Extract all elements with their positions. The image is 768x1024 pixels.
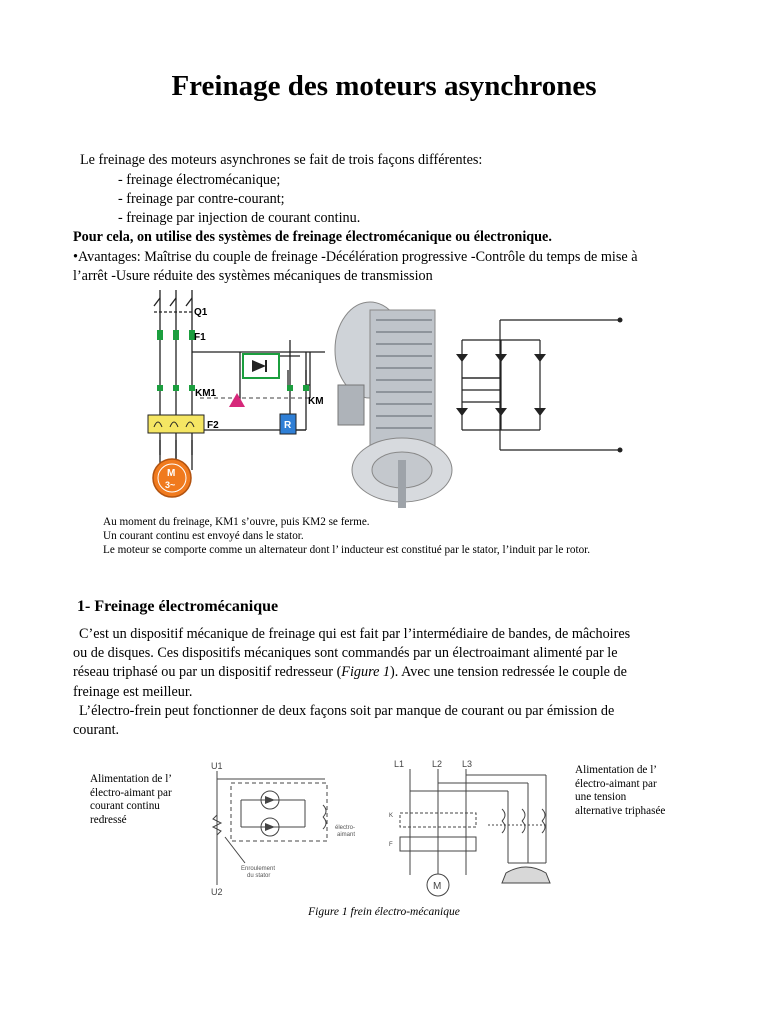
paragraph-text: réseau triphasé ou par un dispositif redresseur ( (73, 664, 342, 681)
right-figure-note (575, 764, 665, 818)
advantages-line-2: l’arrêt -Usure réduite des systèmes mécaniques de transmission (73, 268, 433, 284)
fuse-markers (157, 330, 309, 391)
paragraph-line: courant. (73, 722, 120, 739)
thermal-relay-f2 (148, 415, 204, 433)
figure-caption: Figure 1 frein électro-mécanique (308, 906, 460, 918)
list-item: - freinage par contre-courant; (118, 191, 285, 207)
label-motor-m: M (167, 468, 176, 479)
braking-circuit-figure (140, 290, 660, 512)
paragraph-line: ou de disques. Ces dispositifs mécaniques sont commandés par un électroaimant alimenté par le (73, 645, 618, 662)
note-line: électro-aimant par (575, 777, 657, 790)
label-u2: U2 (211, 887, 223, 897)
label-km1: KM1 (195, 388, 217, 399)
bridge-diodes (456, 318, 623, 453)
figure-note: Au moment du freinage, KM1 s’ouvre, puis KM2 se ferme. (103, 516, 370, 528)
note-line: une tension (575, 791, 627, 804)
list-item: - freinage par injection de courant continu. (118, 210, 361, 226)
note-line: redressé (90, 813, 127, 826)
warning-triangle-icon (229, 393, 245, 407)
paragraph-line: L’électro-frein peut fonctionner de deux façons soit par manque de courant ou par émission de (79, 702, 615, 719)
label-q1: Q1 (194, 307, 208, 318)
left-figure-note (90, 773, 172, 827)
paragraph-line: C’est un dispositif mécanique de freinage qui est fait par l’intermédiaire de bandes, de mâchoires (79, 626, 631, 642)
label-electro-aimant-2: aimant (337, 832, 356, 838)
advantages-line-1: •Avantages: Maîtrise du couple de freinage -Décélération progressive -Contrôle du temps de mise à (73, 249, 638, 265)
label-u1: U1 (211, 761, 223, 771)
figure-note: Le moteur se comporte comme un alternateur dont l’ inducteur est constitué par le stator, l’induit par le rotor. (103, 544, 591, 556)
label-f1: F1 (194, 332, 206, 343)
note-line: courant continu (90, 800, 160, 813)
label-enroulement: Enroulement (241, 866, 276, 872)
dc-brake-schematic (205, 755, 365, 900)
figure-reference: Figure 1 (341, 664, 391, 681)
note-line: électro-aimant par (90, 786, 172, 799)
page-title: Freinage des moteurs asynchrones (171, 70, 597, 102)
bold-statement: Pour cela, on utilise des systèmes de freinage électromécanique ou électronique. (73, 229, 552, 245)
note-line: Alimentation de l’ (575, 764, 658, 776)
label-f2: F2 (207, 420, 219, 431)
intro-lead: Le freinage des moteurs asynchrones se fait de trois façons différentes: (80, 152, 483, 168)
note-line: Alimentation de l’ (90, 773, 173, 785)
label-electro-aimant: électro- (335, 825, 356, 831)
paragraph-text: ). Avec une tension redressée le couple de (390, 664, 627, 681)
rectifier-bridge (462, 320, 620, 450)
label-l2: L2 (432, 759, 443, 769)
label-enroulement-2: du stator (247, 873, 271, 879)
ac-brake-schematic (388, 755, 563, 903)
label-r: R (284, 420, 292, 431)
section-paragraph-1 (73, 625, 693, 740)
label-l1: L1 (394, 759, 405, 769)
figure-note: Un courant continu est envoyé dans le stator. (103, 530, 304, 542)
paragraph-line: freinage est meilleur. (73, 683, 193, 700)
list-item: - freinage électromécanique; (118, 172, 281, 188)
label-k: K (389, 813, 394, 819)
note-line: alternative triphasée (575, 804, 666, 817)
section-heading: 1- Freinage électromécanique (77, 598, 279, 615)
paragraph-line (73, 663, 693, 682)
label-km: KM (308, 396, 324, 407)
label-f: F (389, 842, 393, 848)
motor-photo (325, 300, 460, 510)
label-motor-3: 3~ (165, 480, 176, 490)
label-motor: M (433, 881, 442, 892)
label-l3: L3 (462, 759, 473, 769)
